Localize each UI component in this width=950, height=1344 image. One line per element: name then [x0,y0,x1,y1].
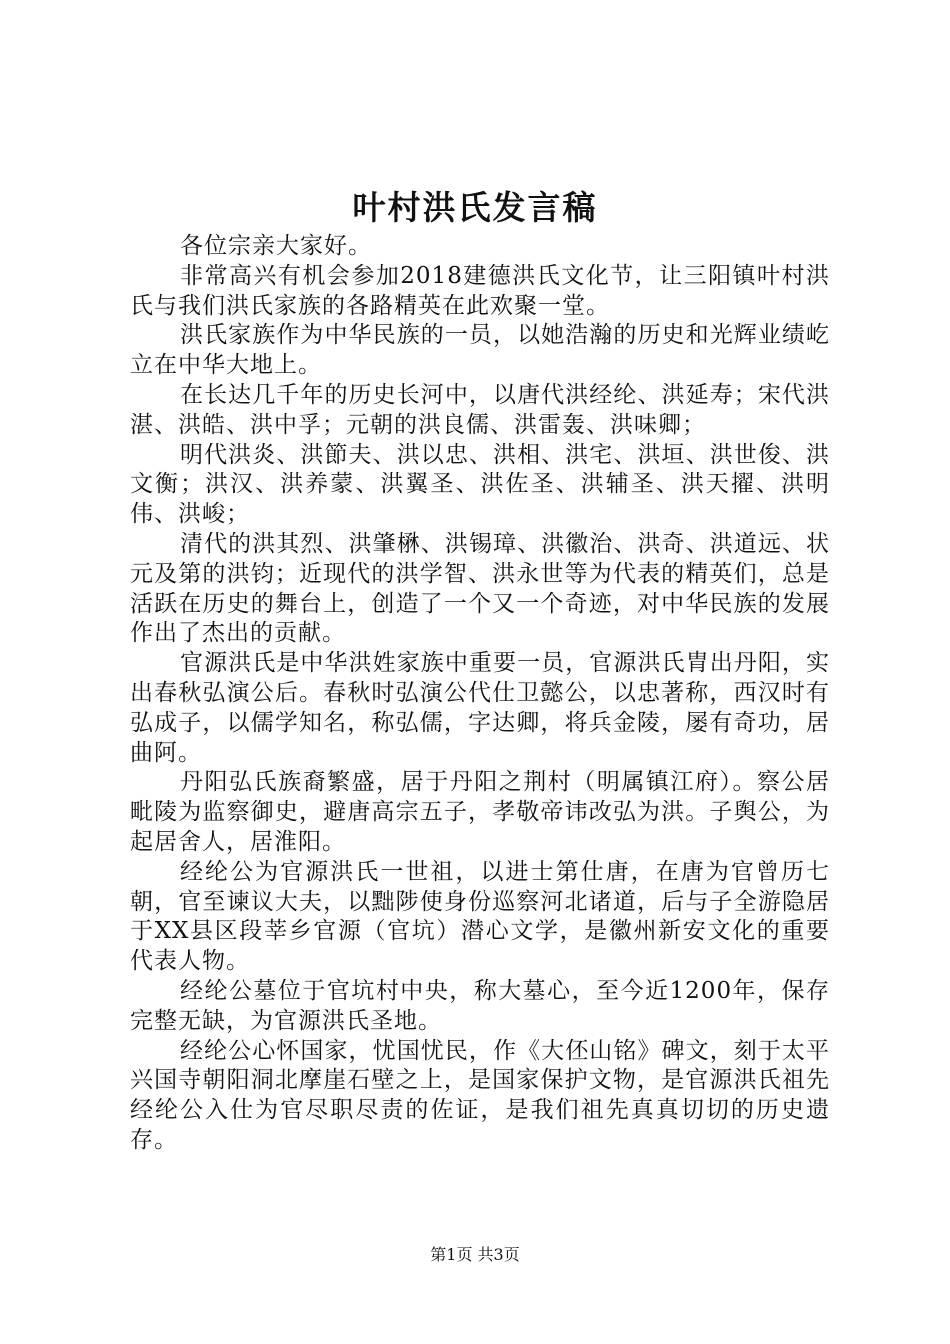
paragraph-tang-song-yuan: 在长达几千年的历史长河中，以唐代洪经纶、洪延寿；宋代洪湛、洪皓、洪中孚；元朝的洪良儒、洪雷轰、洪味卿； [130,381,830,438]
document-title: 叶村洪氏发言稿 [352,188,598,227]
paragraph-guanyuan-origin: 官源洪氏是中华洪姓家族中重要一员，官源洪氏胄出丹阳，实出春秋弘演公后。春秋时弘演公代仕卫懿公，以忠著称，西汉时有弘成子，以儒学知名，称弘儒，字达卿，将兵金陵，屡有奇功，居曲阿。 [130,650,830,766]
paragraph-qing-modern: 清代的洪其烈、洪肇楙、洪锡璋、洪徽治、洪奇、洪道远、状元及第的洪钧；近现代的洪学智、洪永世等为代表的精英们，总是活跃在历史的舞台上，创造了一个又一个奇迹，对中华民族的发展作出了杰出的贡献。 [130,530,830,647]
paragraph-jinglun-ancestor: 经纶公为官源洪氏一世祖，以进士第仕唐，在唐为官曾历七朝，官至谏议大夫，以黜陟使身份巡察河北诸道，后与子全游隐居于XX县区段莘乡官源（官坑）潜心文学，是徽州新安文化的重要代表人物。 [130,858,830,975]
paragraph-danyang: 丹阳弘氏族裔繁盛，居于丹阳之荆村（明属镇江府）。察公居毗陵为监察御史，避唐高宗五子，孝敬帝讳改弘为洪。子舆公，为起居舍人，居淮阳。 [130,769,830,855]
paragraph-jinglun-tomb: 经纶公墓位于官坑村中央，称大墓心，至今近1200年，保存完整无缺，为官源洪氏圣地。 [130,977,830,1034]
paragraph-greeting: 各位宗亲大家好。 [180,233,372,259]
paragraph-festival: 非常高兴有机会参加2018建德洪氏文化节，让三阳镇叶村洪氏与我们洪氏家族的各路精英在此欢聚一堂。 [130,262,830,319]
paragraph-ming: 明代洪炎、洪節夫、洪以忠、洪相、洪宅、洪垣、洪世俊、洪文衡；洪汉、洪养蒙、洪翼圣、洪佐圣、洪辅圣、洪天擢、洪明伟、洪峻； [130,441,830,528]
page-number-footer: 第1页 共3页 [430,1245,520,1264]
paragraph-jinglun-stele: 经纶公心怀国家，忧国忧民，作《大伾山铭》碑文，刻于太平兴国寺朝阳洞北摩崖石壁之上，是国家保护文物，是官源洪氏祖先经纶公入仕为官尽职尽责的佐证，是我们祖先真真切切的历史遗存。 [130,1037,830,1153]
document-body [130,232,830,1156]
paragraph-clan-intro: 洪氏家族作为中华民族的一员，以她浩瀚的历史和光辉业绩屹立在中华大地上。 [130,322,830,379]
